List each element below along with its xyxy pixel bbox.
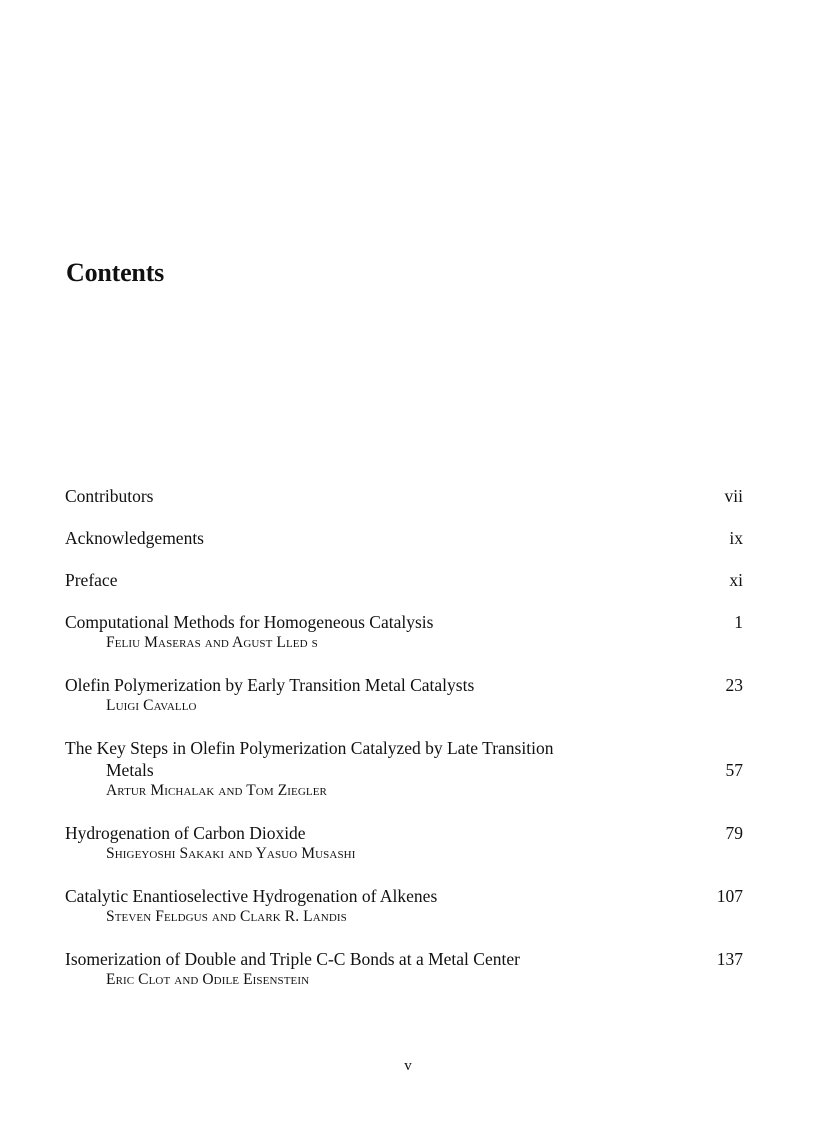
chapter-page: 23 — [725, 675, 743, 695]
toc-entry-preface[interactable] — [65, 569, 743, 591]
chapter-title: Olefin Polymerization by Early Transition Metal Catalysts — [65, 675, 475, 695]
chapter-authors: Luigi Cavallo — [106, 697, 197, 714]
chapter-authors: Eric Clot and Odile Eisenstein — [106, 971, 310, 988]
chapter-title-continued: Metals — [106, 760, 154, 780]
chapter-page: 1 — [734, 612, 743, 632]
toc-chapter-6[interactable] — [65, 948, 743, 990]
chapter-authors: Artur Michalak and Tom Ziegler — [106, 782, 327, 799]
toc-chapter-4[interactable] — [65, 822, 743, 864]
toc-chapter-1[interactable] — [65, 611, 743, 653]
toc-chapter-2[interactable] — [65, 674, 743, 716]
table-of-contents — [65, 485, 743, 1011]
chapter-page: 107 — [716, 886, 743, 906]
toc-entry-title: Preface — [65, 570, 118, 590]
chapter-authors: Shigeyoshi Sakaki and Yasuo Musashi — [106, 845, 356, 862]
toc-entry-acknowledgements[interactable] — [65, 527, 743, 549]
chapter-page: 79 — [725, 823, 743, 843]
toc-entry-page: vii — [724, 486, 743, 506]
toc-entry-title: Contributors — [65, 486, 154, 506]
page-number: v — [404, 1058, 412, 1074]
chapter-title: Catalytic Enantioselective Hydrogenation of Alkenes — [65, 886, 438, 906]
page-title: Contents — [66, 258, 165, 287]
chapter-title: Computational Methods for Homogeneous Catalysis — [65, 612, 434, 632]
chapter-page: 137 — [716, 949, 743, 969]
toc-chapter-3[interactable] — [65, 737, 743, 801]
toc-entry-title: Acknowledgements — [65, 528, 204, 548]
toc-entry-page: xi — [729, 570, 743, 590]
chapter-page: 57 — [725, 760, 743, 780]
chapter-authors: Feliu Maseras and Agust Lled s — [106, 634, 318, 651]
chapter-title: Isomerization of Double and Triple C-C Bonds at a Metal Center — [65, 949, 520, 969]
chapter-authors: Steven Feldgus and Clark R. Landis — [106, 908, 347, 925]
toc-entry-contributors[interactable] — [65, 485, 743, 507]
chapter-title: Hydrogenation of Carbon Dioxide — [65, 823, 306, 843]
toc-chapter-5[interactable] — [65, 885, 743, 927]
toc-entry-page: ix — [729, 528, 743, 548]
chapter-title: The Key Steps in Olefin Polymerization Catalyzed by Late Transition — [65, 738, 554, 758]
